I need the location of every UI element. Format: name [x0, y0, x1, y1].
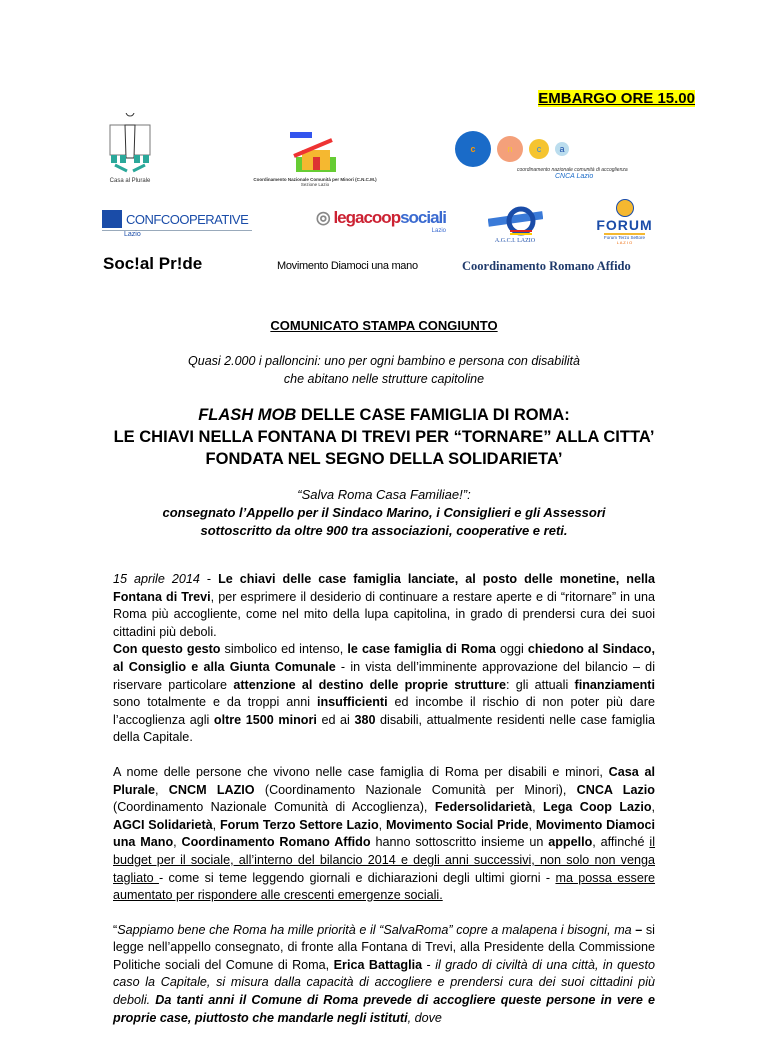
text-run: 15 aprile 2014	[113, 572, 200, 586]
cncm-house-icon	[290, 132, 340, 177]
agci-label: A.G.C.I. LAZIO	[494, 237, 536, 244]
cncm-logo	[240, 122, 390, 197]
forum-label: FORUM	[596, 217, 653, 233]
text-run: CNCM LAZIO	[168, 782, 255, 797]
headline-flashmob: FLASH MOB	[198, 406, 297, 424]
text-run: -	[199, 572, 219, 586]
text-run: attenzione al destino delle proprie strutture	[233, 677, 507, 692]
text-run: , per esprimere il desiderio di continuare a restare aperte e di “ritornare” in una Roma più accogliente, come nel mito della lupa capitolina, in grado di prendersi cura dei suoi cittadini più deboli.	[113, 589, 655, 639]
text-run: Erica Battaglia	[333, 957, 423, 972]
subtitle	[113, 352, 655, 388]
text-run: oltre 1500 minori	[213, 712, 317, 727]
confcooperative-label: CONFCOOPERATIVE	[126, 211, 249, 227]
diamoci-logo: Movimento Diamoci una mano	[277, 260, 418, 272]
cnca-letter-c2: c	[529, 139, 549, 159]
paragraph	[113, 571, 655, 747]
text-run: ,	[378, 817, 386, 832]
text-run: ,	[532, 800, 543, 815]
text-run: Con questo gesto	[113, 642, 221, 657]
legacoop-logo	[296, 203, 446, 238]
text-run: - come si teme leggendo giornali e dichiarazioni degli ultimi giorni -	[158, 870, 556, 885]
confcooperative-logo	[102, 204, 252, 244]
cncm-sub: Sezione Lazio	[300, 182, 330, 187]
text-run: Movimento Diamoci una Mano	[113, 817, 656, 850]
paragraph	[113, 764, 655, 905]
embargo-notice: EMBARGO ORE 15.00	[538, 90, 695, 107]
text-run: Da tanti anni il Comune di Roma prevede di accogliere queste persone in vere e proprie case, piuttosto che mandarle negli istituti	[113, 993, 655, 1025]
social-pride-logo: Soc!al Pr!de	[103, 254, 203, 273]
text-run: Movimento Social Pride	[385, 817, 529, 832]
affido-logo: Coordinamento Romano Affido	[462, 259, 631, 273]
text-run: ,	[173, 835, 182, 850]
text-run: Lega Coop Lazio	[543, 800, 652, 815]
text-run: Coordinamento Romano Affido	[181, 835, 371, 850]
forum-logo	[592, 192, 657, 252]
text-run: (Coordinamento Nazionale Comunità per Minori),	[254, 782, 577, 797]
text-run: sono totalmente e da troppi anni	[113, 695, 317, 710]
text-run: “	[113, 922, 118, 937]
cnca-letter-n: n	[497, 136, 523, 162]
agci-icon	[488, 203, 543, 238]
text-run: ,	[651, 800, 656, 815]
casa-al-plurale-icon	[107, 113, 153, 178]
text-run: Forum Terzo Settore Lazio	[219, 817, 379, 832]
text-run: - in vista dell’imminente approvazione del bilancio – di riservare particolare	[113, 659, 655, 692]
subtitle-line: che abitano nelle strutture capitoline	[283, 372, 485, 386]
body-text	[113, 571, 655, 1044]
text-run: , affinché	[592, 835, 650, 850]
cnca-name: CNCA Lazio	[555, 172, 594, 180]
text-run: disabili, attualmente residenti nelle case famiglia della Capitale.	[113, 712, 655, 745]
text-run: ed incombe il rischio di non poter più dare l’accoglienza agli	[113, 695, 656, 727]
paragraph	[113, 922, 655, 1028]
headline-line3: FONDATA NEL SEGNO DELLA SOLIDARIETA’	[205, 450, 563, 468]
cnca-tagline: coordinamento nazionale comunità di accoglienza	[517, 166, 628, 173]
text-run: (Coordinamento Nazionale Comunità di Accoglienza),	[113, 800, 435, 815]
forum-icon	[616, 199, 634, 217]
subtitle-line: Quasi 2.000 i palloncini: uno per ogni bambino e persona con disabilità	[188, 354, 580, 368]
cnca-letter-a: a	[555, 142, 569, 156]
cncm-label: Coordinamento Nazionale Comunità per Minori (C.N.C.M.)	[253, 177, 377, 182]
text-run: : gli attuali	[506, 677, 575, 692]
text-run: oggi	[495, 642, 528, 657]
cnca-logo	[455, 125, 705, 185]
text-run: chiedono al Sindaco, al Consiglio e alla Giunta Comunale	[113, 642, 655, 674]
text-run: le case famiglia di Roma	[347, 642, 496, 657]
legacoop-a: legacoop	[333, 207, 401, 227]
headline	[113, 404, 655, 470]
casa-al-plurale-label: Casa al Plurale	[109, 177, 151, 184]
text-run: –	[631, 922, 646, 937]
text-run: hanno sottoscritto insieme un	[370, 835, 549, 850]
text-run: Sappiamo bene che Roma ha mille priorità e il “SalvaRoma” copre a malapena i bisogni, ma	[117, 922, 632, 937]
legacoop-sub: Lazio	[431, 227, 446, 234]
text-run: ,	[212, 817, 220, 832]
text-run: Le chiavi delle case famiglia lanciate, al posto delle monetine, nella Fontana di Trevi	[113, 572, 655, 604]
text-run: ed ai	[316, 712, 355, 727]
forum-sub: Forum Terzo Settore	[604, 235, 645, 240]
text-run: insufficienti	[316, 695, 388, 710]
press-release-title: COMUNICATO STAMPA CONGIUNTO	[270, 318, 498, 333]
confcooperative-icon	[102, 210, 122, 228]
cnca-letter-c: c	[455, 131, 491, 167]
text-run: A nome delle persone che vivono nelle case famiglia di Roma per disabili e minori,	[113, 764, 609, 779]
legacoop-icon: ◎	[315, 207, 334, 227]
text-run: ma possa essere aumentato per rispondere alle crescenti emergenze sociali.	[113, 870, 656, 903]
text-run: , dove	[407, 1010, 442, 1025]
text-run: il grado di civiltà di una città, in questo caso la Capitale, si misura dalla capacità di accogliere e prendersi cura dei suoi cittadini più deboli.	[113, 957, 655, 1008]
text-run: Federsolidarietà	[434, 800, 533, 815]
text-run: il budget per il sociale, all’interno del bilancio 2014 e degli anni successivi, non solo non venga tagliato	[113, 835, 656, 885]
forum-sub2: L A Z I O	[616, 240, 633, 245]
text-run: simbolico ed intenso,	[220, 642, 348, 657]
legacoop-b: sociali	[400, 207, 446, 227]
text-run: si legge nell’appello consegnato, di fronte alla Fontana di Trevi, alla Presidente della Commissione Politiche sociali del Comune di Roma,	[113, 922, 655, 972]
quote-line1: “Salva Roma Casa Familiae!”:	[297, 487, 471, 502]
text-run: AGCI Solidarietà	[113, 817, 213, 832]
headline-line1: DELLE CASE FAMIGLIA DI ROMA:	[296, 406, 570, 424]
agci-logo	[480, 198, 550, 248]
text-run: -	[422, 957, 436, 972]
text-run: ,	[155, 782, 169, 797]
text-run: ,	[528, 817, 536, 832]
quote-line2: consegnato l’Appello per il Sindaco Marino, i Consiglieri e gli Assessori	[162, 505, 606, 520]
casa-al-plurale-logo	[100, 108, 160, 188]
text-run: finanziamenti	[574, 677, 655, 692]
text-run: appello	[548, 835, 593, 850]
headline-line2: LE CHIAVI NELLA FONTANA DI TREVI PER “TORNARE” ALLA CITTA’	[113, 428, 655, 446]
quote-block	[113, 486, 655, 540]
confcooperative-sub: Lazio	[124, 231, 141, 238]
quote-line3: sottoscritto da oltre 900 tra associazioni, cooperative e reti.	[200, 523, 568, 538]
text-run: 380	[354, 712, 376, 727]
text-run: Casa al Plurale	[113, 764, 656, 797]
text-run: CNCA Lazio	[576, 782, 655, 797]
